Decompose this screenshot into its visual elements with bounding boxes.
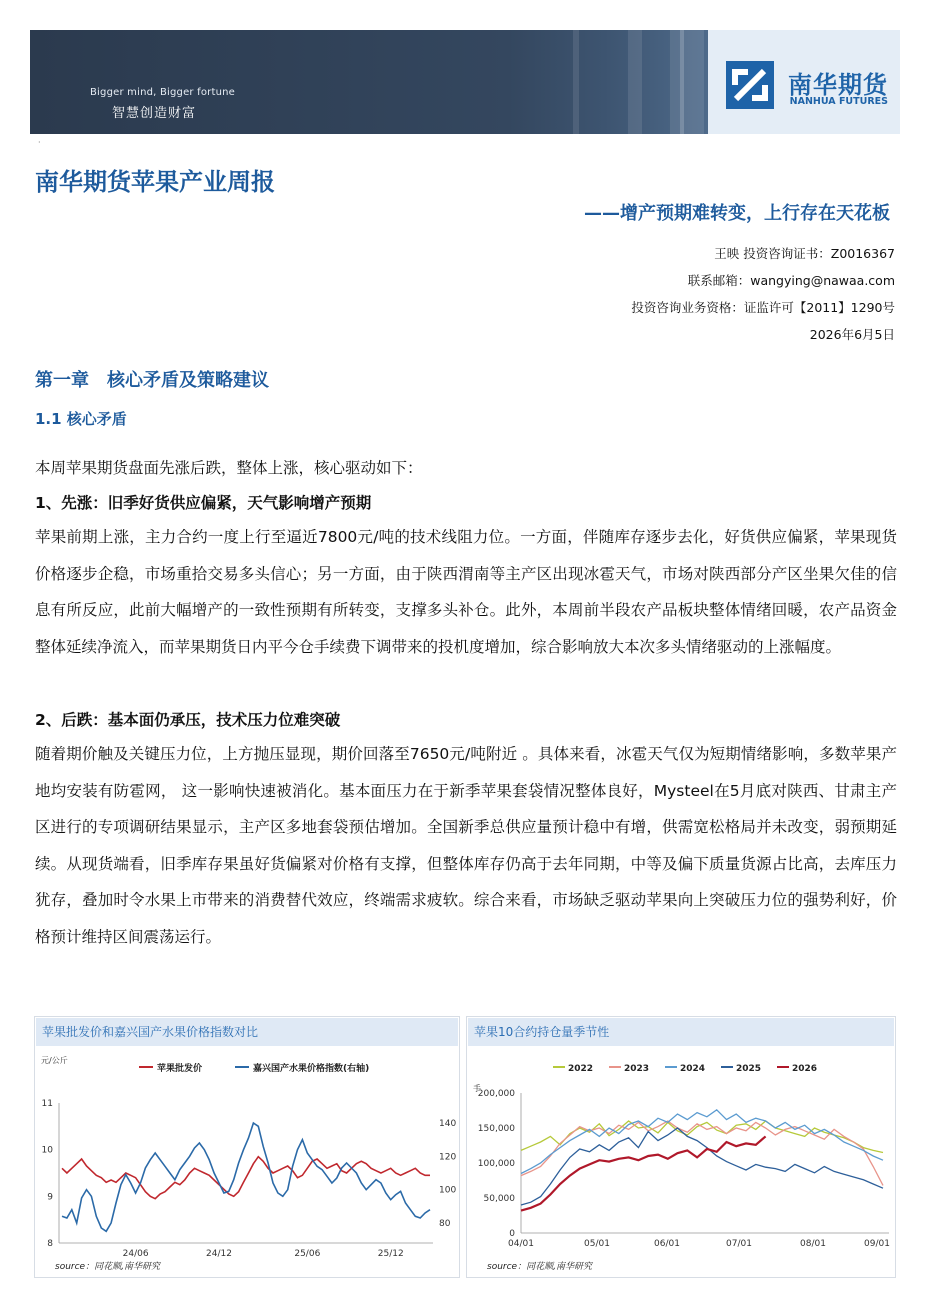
section-heading: 1.1 核心矛盾 (35, 410, 127, 428)
chapter-heading: 第一章 核心矛盾及策略建议 (35, 370, 269, 391)
price-index-chart (35, 1047, 459, 1259)
x-tick-label: 25/06 (294, 1249, 321, 1259)
y-left-tick-label: 10 (41, 1145, 53, 1156)
license-line: 投资咨询业务资格：证监许可【2011】1290号 (631, 300, 895, 315)
y-right-tick-label: 80 (439, 1219, 451, 1229)
legend-label: 嘉兴国产水果价格指数(右轴) (253, 1064, 370, 1074)
y-right-tick-label: 100 (439, 1185, 457, 1196)
open-interest-chart (467, 1047, 895, 1252)
series-line (521, 1110, 883, 1174)
legend-label: 2026 (792, 1064, 818, 1074)
y-tick-label: 50,000 (483, 1194, 515, 1204)
y-unit-label: 手 (473, 1084, 481, 1093)
slogan-english: Bigger mind, Bigger fortune (90, 87, 236, 98)
chart-card-open-interest (466, 1016, 896, 1278)
y-unit-label: 元/公斤 (41, 1056, 68, 1065)
series-line (521, 1128, 883, 1205)
y-right-tick-label: 120 (439, 1152, 457, 1163)
banner-stripe (680, 30, 684, 134)
report-title: 南华期货苹果产业周报 (35, 168, 275, 196)
intro-text: 本周苹果期货盘面先涨后跌，整体上涨，核心驱动如下： (35, 459, 423, 477)
x-tick-label: 25/12 (377, 1249, 404, 1259)
y-tick-label: 100,000 (477, 1159, 515, 1169)
y-tick-label: 0 (509, 1229, 515, 1239)
x-tick-label: 04/01 (508, 1239, 534, 1249)
legend-label: 苹果批发价 (157, 1064, 203, 1074)
slogan-chinese: 智慧创造财富 (112, 106, 197, 121)
chart-caption: 苹果10合约持仓量季节性 (468, 1018, 894, 1046)
chart-caption: 苹果批发价和嘉兴国产水果价格指数对比 (36, 1018, 458, 1046)
rise-heading: 1、先涨：旧季好货供应偏紧，天气影响增产预期 (35, 494, 372, 512)
author-line: 王映 投资咨询证书：Z0016367 (714, 246, 895, 261)
y-left-tick-label: 11 (41, 1099, 53, 1109)
x-tick-label: 05/01 (584, 1239, 610, 1249)
chart-source: source：同花顺,南华研究 (55, 1262, 160, 1272)
chart-card-price-index (34, 1016, 460, 1278)
nanhua-logo-icon (726, 61, 774, 109)
legend-label: 2024 (680, 1064, 706, 1074)
x-tick-label: 08/01 (800, 1239, 826, 1249)
series-line (521, 1121, 883, 1153)
decorative-dot: · (38, 138, 41, 147)
y-left-tick-label: 8 (47, 1239, 53, 1249)
report-subtitle: ——增产预期难转变，上行存在天花板 (584, 203, 890, 224)
chart-source: source：同花顺,南华研究 (487, 1262, 592, 1272)
series-line (62, 1157, 430, 1199)
banner-stripe (573, 30, 579, 134)
rise-paragraph: 苹果前期上涨，主力合约一度上行至逼近7800元/吨的技术线阻力位。一方面，伴随库存逐步去化，好货供应偏紧，苹果现货价格逐步企稳，市场重拾交易多头信心；另一方面，由于陕西渭南等主产区出现冰雹天气，市场对陕西部分产区坐果欠佳的信息有所反应，此前大幅增产的一致性预期有所转变，支撑多头补仓。此外，本周前半段农产品板块整体情绪回暖，农产品资金整体延续净流入，而苹果期货日内平今仓手续费下调带来的投机度增加，综合影响放大本次多头情绪驱动的上涨幅度。 (35, 528, 897, 656)
banner-stripe (670, 30, 704, 134)
y-left-tick-label: 9 (47, 1192, 53, 1203)
header-banner (30, 30, 900, 134)
x-tick-label: 24/06 (122, 1249, 149, 1259)
y-tick-label: 150,000 (477, 1124, 515, 1134)
legend-label: 2022 (568, 1064, 594, 1074)
x-tick-label: 06/01 (654, 1239, 680, 1249)
y-right-tick-label: 140 (439, 1119, 457, 1129)
banner-stripe (628, 30, 642, 134)
logo-text-chinese: 南华期货 (788, 71, 888, 99)
legend-label: 2023 (624, 1064, 650, 1074)
x-tick-label: 24/12 (206, 1249, 232, 1259)
email-line: 联系邮箱：wangying@nawaa.com (687, 273, 895, 288)
x-tick-label: 09/01 (864, 1239, 890, 1249)
fall-heading: 2、后跌：基本面仍承压，技术压力位难突破 (35, 711, 341, 729)
logo-text-english: NANHUA FUTURES (789, 96, 888, 107)
x-tick-label: 07/01 (726, 1239, 752, 1249)
y-tick-label: 200,000 (477, 1089, 515, 1099)
report-date: 2026年6月5日 (809, 327, 895, 342)
fall-paragraph: 随着期价触及关键压力位，上方抛压显现，期价回落至7650元/吨附近 。具体来看，冰雹天气仅为短期情绪影响，多数苹果产地均安装有防雹网， 这一影响快速被消化。基本面压力在于新季苹果套袋情况整体良好，Mysteel在5月底对陕西、甘肃主产区进行的专项调研结果显示，主产区多地套袋预估增加。全国新季总供应量预计稳中有增，供需宽松格局并未改变，弱预期延续。从现货端看，旧季库存果虽好货偏紧对价格有支撑，但整体库存仍高于去年同期，中等及偏下质量货源占比高，去库压力犹存，叠加时令水果上市带来的消费替代效应，终端需求疲软。综合来看，市场缺乏驱动苹果向上突破压力位的强势利好，价格预计维持区间震荡运行。 (35, 745, 897, 946)
legend-label: 2025 (736, 1064, 762, 1074)
